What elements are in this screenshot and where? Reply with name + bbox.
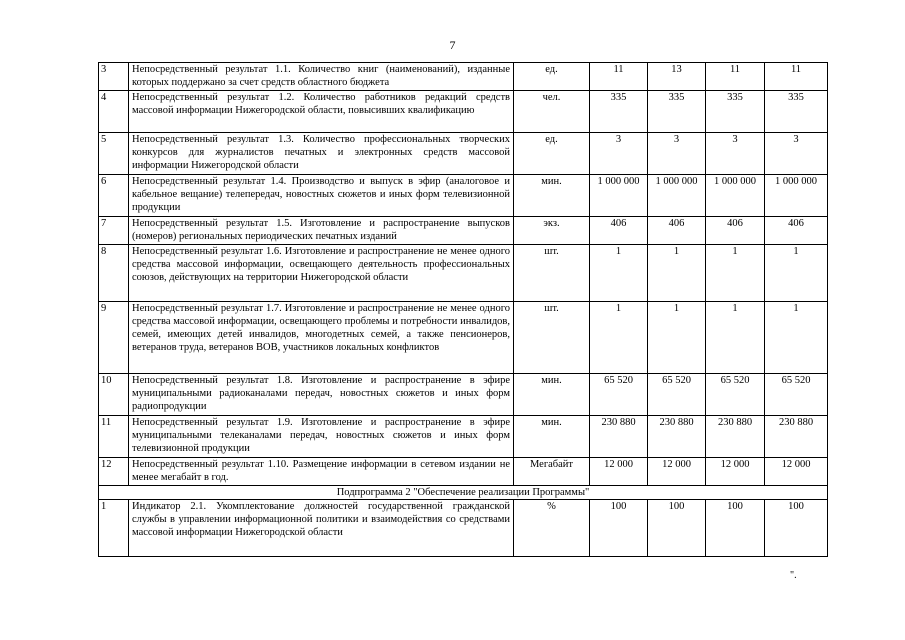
row-number: 12	[99, 458, 129, 486]
row-value-4: 406	[765, 217, 828, 245]
row-value-1: 12 000	[590, 458, 648, 486]
row-value-3: 65 520	[706, 374, 765, 416]
row-unit: мин.	[514, 374, 590, 416]
table-row	[99, 175, 828, 217]
row-value-3: 1	[706, 245, 765, 302]
table-row	[99, 416, 828, 458]
row-value-3: 335	[706, 91, 765, 133]
table-body-top	[99, 63, 828, 486]
row-value-4: 11	[765, 63, 828, 91]
closing-quote-mark: ".	[790, 570, 797, 581]
row-value-3: 3	[706, 133, 765, 175]
row-value-2: 1	[648, 245, 706, 302]
row-description: Непосредственный результат 1.3. Количество профессиональных творческих конкурсов для журналистов печатных и электронных средств массовой информации Нижегородской области	[129, 133, 514, 175]
row-unit: ед.	[514, 63, 590, 91]
table-row	[99, 133, 828, 175]
row-value-3: 1 000 000	[706, 175, 765, 217]
row-value-1: 1 000 000	[590, 175, 648, 217]
row-description: Непосредственный результат 1.9. Изготовление и распространение в эфире муниципальными телеканалами передач, новостных сюжетов и иных форм телевизионной продукции	[129, 416, 514, 458]
row-unit: ед.	[514, 133, 590, 175]
row-description: Непосредственный результат 1.2. Количество работников редакций средств массовой информации Нижегородской области, повысивших квалификацию	[129, 91, 514, 133]
section-row	[99, 486, 828, 500]
row-value-1: 3	[590, 133, 648, 175]
row-value-4: 65 520	[765, 374, 828, 416]
row-unit: шт.	[514, 302, 590, 374]
row-number: 3	[99, 63, 129, 91]
row-description: Непосредственный результат 1.1. Количество книг (наименований), изданные которых поддержано за счет средств областного бюджета	[129, 63, 514, 91]
row-value-1: 1	[590, 302, 648, 374]
row-description: Непосредственный результат 1.7. Изготовление и распространение не менее одного средства массовой информации, освещающего проблемы и потребности инвалидов, семей, имеющих детей инвалидов, многодетных семей, а также пенсионеров, ветеранов труда, ветеранов ВОВ, участников локальных конфликтов	[129, 302, 514, 374]
row-value-4: 230 880	[765, 416, 828, 458]
row-value-2: 230 880	[648, 416, 706, 458]
row-number: 10	[99, 374, 129, 416]
table-row	[99, 374, 828, 416]
row-number: 1	[99, 500, 129, 557]
row-number: 8	[99, 245, 129, 302]
row-value-4: 100	[765, 500, 828, 557]
row-value-3: 11	[706, 63, 765, 91]
row-value-2: 1 000 000	[648, 175, 706, 217]
table-row	[99, 63, 828, 91]
row-description: Непосредственный результат 1.10. Размещение информации в сетевом издании не менее мегабайт в год.	[129, 458, 514, 486]
row-unit: чел.	[514, 91, 590, 133]
row-number: 6	[99, 175, 129, 217]
row-number: 9	[99, 302, 129, 374]
section-row-group	[99, 486, 828, 500]
table-row	[99, 245, 828, 302]
row-number: 7	[99, 217, 129, 245]
row-value-2: 12 000	[648, 458, 706, 486]
row-value-2: 65 520	[648, 374, 706, 416]
row-description: Непосредственный результат 1.5. Изготовление и распространение выпусков (номеров) региональных периодических печатных изданий	[129, 217, 514, 245]
table-row	[99, 91, 828, 133]
row-number: 11	[99, 416, 129, 458]
row-value-2: 3	[648, 133, 706, 175]
row-unit: шт.	[514, 245, 590, 302]
row-value-1: 11	[590, 63, 648, 91]
row-description: Непосредственный результат 1.4. Производство и выпуск в эфир (аналоговое и кабельное вещание) телепередач, новостных сюжетов и иных форм телевизионной продукции	[129, 175, 514, 217]
page-number: 7	[449, 38, 456, 52]
row-value-3: 1	[706, 302, 765, 374]
row-value-2: 100	[648, 500, 706, 557]
table-row	[99, 217, 828, 245]
row-unit: экз.	[514, 217, 590, 245]
row-value-1: 406	[590, 217, 648, 245]
row-number: 4	[99, 91, 129, 133]
row-unit: %	[514, 500, 590, 557]
row-value-4: 1 000 000	[765, 175, 828, 217]
row-value-3: 406	[706, 217, 765, 245]
section-title: Подпрограмма 2 "Обеспечение реализации Программы"	[99, 486, 828, 500]
table-row	[99, 302, 828, 374]
row-value-2: 13	[648, 63, 706, 91]
row-value-4: 335	[765, 91, 828, 133]
table-row	[99, 500, 828, 557]
row-value-2: 1	[648, 302, 706, 374]
row-value-3: 12 000	[706, 458, 765, 486]
row-unit: мин.	[514, 416, 590, 458]
row-number: 5	[99, 133, 129, 175]
row-unit: Мегабайт	[514, 458, 590, 486]
row-value-2: 335	[648, 91, 706, 133]
row-value-1: 1	[590, 245, 648, 302]
row-value-4: 1	[765, 302, 828, 374]
indicators-table	[98, 62, 828, 557]
row-value-2: 406	[648, 217, 706, 245]
row-description: Непосредственный результат 1.8. Изготовление и распространение в эфире муниципальными радиоканалами передач, новостных сюжетов и иных форм радиопродукции	[129, 374, 514, 416]
row-value-4: 12 000	[765, 458, 828, 486]
row-description: Индикатор 2.1. Укомплектование должностей государственной гражданской службы в управлении информационной политики и взаимодействия со средствами массовой информации Нижегородской области	[129, 500, 514, 557]
row-value-1: 65 520	[590, 374, 648, 416]
row-value-3: 230 880	[706, 416, 765, 458]
row-value-1: 335	[590, 91, 648, 133]
row-value-4: 1	[765, 245, 828, 302]
row-value-3: 100	[706, 500, 765, 557]
row-description: Непосредственный результат 1.6. Изготовление и распространение не менее одного средства массовой информации, освещающего деятельность профессиональных союзов, действующих на территории Нижегородской области	[129, 245, 514, 302]
table-body-bottom	[99, 500, 828, 557]
row-value-1: 230 880	[590, 416, 648, 458]
row-value-1: 100	[590, 500, 648, 557]
row-value-4: 3	[765, 133, 828, 175]
table-row	[99, 458, 828, 486]
row-unit: мин.	[514, 175, 590, 217]
